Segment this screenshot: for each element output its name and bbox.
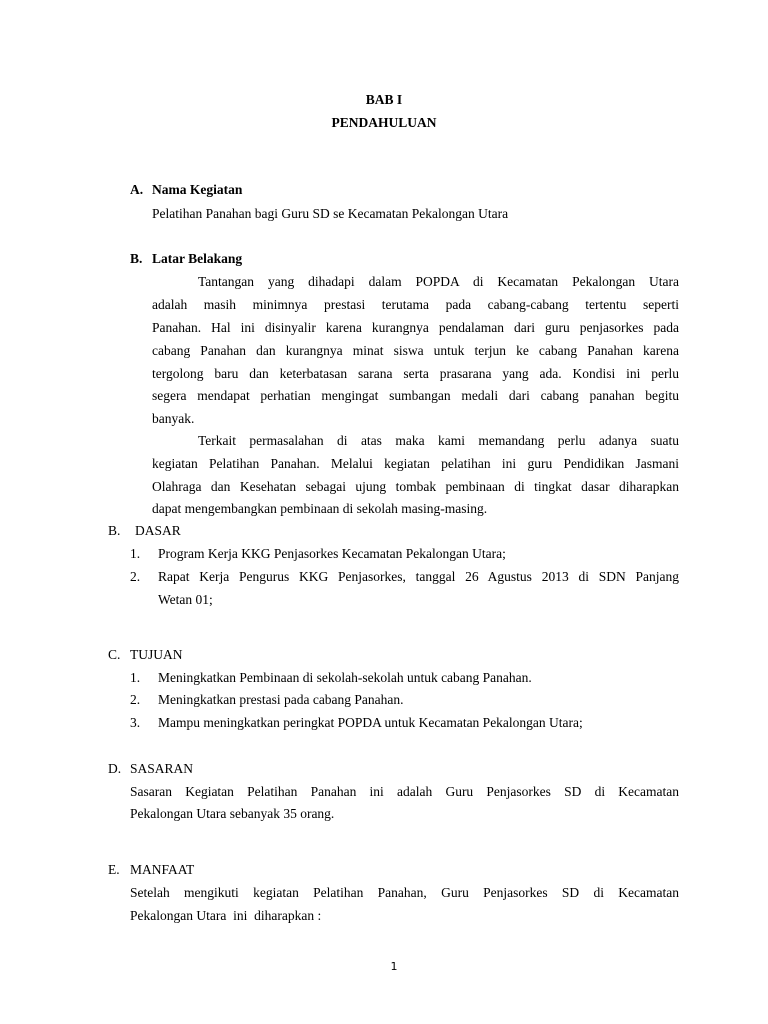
paragraph-line: Panahan. Hal ini disinyalir karena kurangnya pendalaman dari guru penjasorkes pada <box>152 320 679 335</box>
list-number: 2. <box>130 569 141 584</box>
chapter-label: BAB I <box>365 92 403 107</box>
paragraph-line: Tantangan yang dihadapi dalam POPDA di Kecamatan Pekalongan Utara <box>198 274 679 289</box>
paragraph-line: Terkait permasalahan di atas maka kami memandang perlu adanya suatu <box>198 433 679 448</box>
tujuan-marker: C. <box>108 647 121 662</box>
list-item: Meningkatkan prestasi pada cabang Panahan. <box>158 692 404 707</box>
paragraph-line: segera mendapat perhatian mengingat sumbangan medali dari cabang panahan begitu <box>152 388 679 403</box>
list-item: Meningkatkan Pembinaan di sekolah-sekolah untuk cabang Panahan. <box>158 670 532 685</box>
section-a-text: Pelatihan Panahan bagi Guru SD se Kecamatan Pekalongan Utara <box>152 206 509 221</box>
paragraph-line: Pekalongan Utara sebanyak 35 orang. <box>130 806 335 821</box>
paragraph-line: Pekalongan Utara ini diharapkan : <box>130 908 322 923</box>
list-number: 3. <box>130 715 141 730</box>
manfaat-heading: MANFAAT <box>130 862 195 877</box>
list-number: 1. <box>130 670 141 685</box>
section-b-heading: Latar Belakang <box>152 251 243 266</box>
paragraph-line: adalah masih minimnya prestasi terutama pada cabang-cabang tertentu seperti <box>152 297 679 312</box>
paragraph-line: Sasaran Kegiatan Pelatihan Panahan ini adalah Guru Penjasorkes SD di Kecamatan <box>130 784 679 799</box>
manfaat-marker: E. <box>108 862 120 877</box>
page-number: 1 <box>390 960 398 973</box>
list-number: 1. <box>130 546 141 561</box>
list-number: 2. <box>130 692 141 707</box>
paragraph-line: banyak. <box>152 411 195 426</box>
paragraph-line: Setelah mengikuti kegiatan Pelatihan Panahan, Guru Penjasorkes SD di Kecamatan <box>130 885 679 900</box>
tujuan-heading: TUJUAN <box>130 647 183 662</box>
paragraph-line: cabang Panahan dan kurangnya minat siswa untuk terjun ke cabang Panahan karena <box>152 343 679 358</box>
dasar-heading: DASAR <box>135 523 181 538</box>
list-item: Program Kerja KKG Penjasorkes Kecamatan Pekalongan Utara; <box>158 546 506 561</box>
chapter-title: PENDAHULUAN <box>331 115 437 130</box>
section-a-heading: Nama Kegiatan <box>152 182 243 197</box>
sasaran-heading: SASARAN <box>130 761 194 776</box>
paragraph-line: Olahraga dan Kesehatan sebagai ujung tombak pembinaan di tingkat dasar diharapkan <box>152 479 679 494</box>
paragraph-line: dapat mengembangkan pembinaan di sekolah masing-masing. <box>152 501 488 516</box>
list-item: Rapat Kerja Pengurus KKG Penjasorkes, tanggal 26 Agustus 2013 di SDN Panjang <box>158 569 679 584</box>
list-item-continued: Wetan 01; <box>158 592 213 607</box>
list-item: Mampu meningkatkan peringkat POPDA untuk Kecamatan Pekalongan Utara; <box>158 715 583 730</box>
section-b-marker: B. <box>130 251 143 266</box>
dasar-marker: B. <box>108 523 121 538</box>
section-a-marker: A. <box>130 182 144 197</box>
sasaran-marker: D. <box>108 761 122 776</box>
paragraph-line: tergolong baru dan keterbatasan sarana serta prasarana yang ada. Kondisi ini perlu <box>152 366 679 381</box>
paragraph-line: kegiatan Pelatihan Panahan. Melalui kegiatan pelatihan ini guru Pendidikan Jasmani <box>152 456 679 471</box>
